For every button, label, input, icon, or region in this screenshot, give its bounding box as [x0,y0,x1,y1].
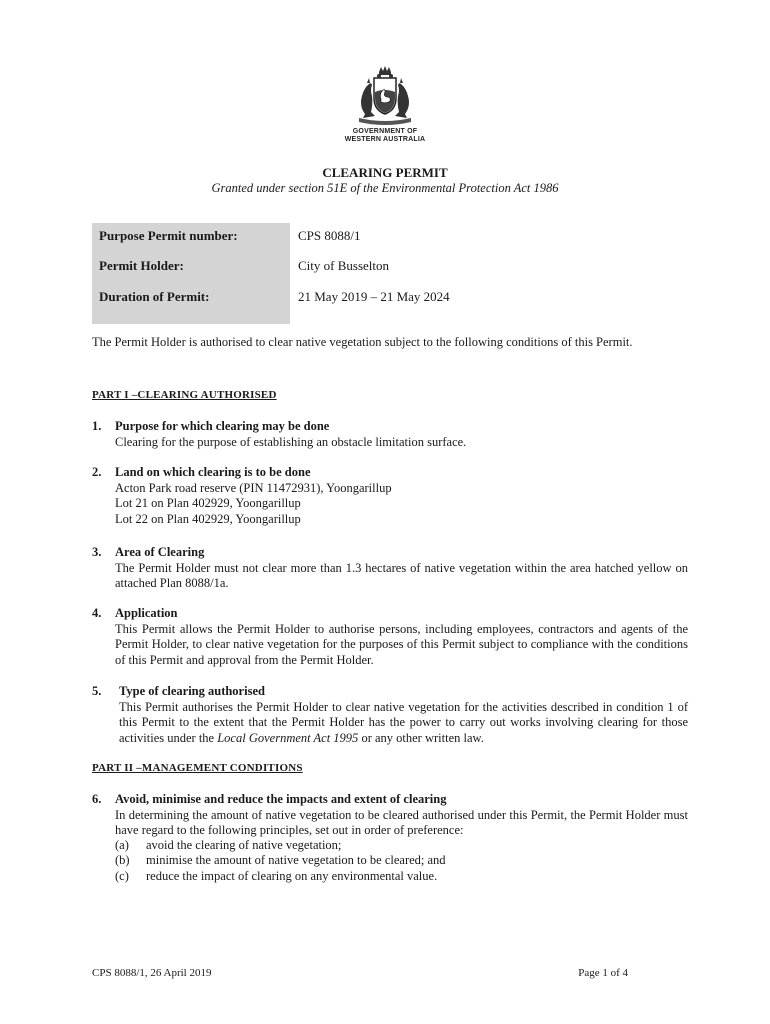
condition-text: Clearing for the purpose of establishing an obstacle limitation surface. [115,434,467,449]
condition-body [119,700,688,747]
crest-line-1: GOVERNMENT OF [352,128,418,135]
footer-reference: CPS 8088/1, 26 April 2019 [92,967,212,979]
document-title: CLEARING PERMIT [322,165,448,180]
permit-number-row [92,228,692,248]
part-2-heading: PART II –MANAGEMENT CONDITIONS [92,762,303,774]
permit-number-value: CPS 8088/1 [298,228,361,243]
permit-holder-row [92,258,692,278]
permit-duration-label: Duration of Permit: [99,289,210,304]
condition-heading: Application [115,606,178,620]
crest-line-2: WESTERN AUSTRALIA [344,136,426,143]
principle-text: reduce the impact of clearing on any environmental value. [146,869,438,883]
government-crest [330,66,440,148]
condition-text: The Permit Holder must not clear more than 1.3 hectares of native vegetation within the area hatched yellow on attached Plan 8088/1a. [115,560,688,590]
principle-text: avoid the clearing of native vegetation; [146,838,342,852]
condition-text-a: This Permit authorises the Permit Holder to clear native vegetation for the activities described in condition 1 of this Permit to the extent that the Permit Holder has the power to carry out works involving clearing for those activities under the [119,699,688,745]
condition-number: 3. [92,545,102,559]
part-1-heading: PART I –CLEARING AUTHORISED [92,389,277,401]
condition-number: 5. [92,684,102,698]
condition-heading: Type of clearing authorised [119,684,265,698]
principle-label: (a) [115,838,129,852]
condition-body [115,435,688,451]
principle-label: (b) [115,853,130,867]
document-subtitle: Granted under section 51E of the Environmental Protection Act 1986 [211,181,559,195]
condition-body [115,561,688,592]
condition-text: In determining the amount of native vegetation to be cleared authorised under this Permit, the Permit Holder must have regard to the following principles, set out in order of preference: [115,807,688,837]
permit-number-label: Purpose Permit number: [99,228,238,243]
condition-number: 6. [92,792,102,806]
page-number: Page 1 of 4 [578,967,628,979]
act-name: Local Government Act 1995 [217,730,359,745]
condition-number: 4. [92,606,102,620]
condition-text-b: or any other written law. [358,730,484,745]
condition-body [115,481,688,528]
permit-duration-row [92,289,692,309]
land-line-2: Lot 21 on Plan 402929, Yoongarillup [115,496,301,510]
permit-holder-label: Permit Holder: [99,258,184,273]
condition-number: 1. [92,419,102,433]
condition-body [115,622,688,669]
condition-heading: Avoid, minimise and reduce the impacts and extent of clearing [115,792,447,806]
principle-label: (c) [115,869,129,883]
condition-body [115,808,688,839]
condition-heading: Land on which clearing is to be done [115,465,311,479]
permit-duration-value: 21 May 2019 – 21 May 2024 [298,289,450,304]
condition-number: 2. [92,465,102,479]
condition-text: This Permit allows the Permit Holder to authorise persons, including employees, contractors and agents of the Permit Holder, to clear native vegetation for the purposes of this Permit subject to compliance with the conditions of this Permit and approval from the Permit Holder. [115,621,688,667]
land-line-3: Lot 22 on Plan 402929, Yoongarillup [115,511,301,526]
condition-heading: Purpose for which clearing may be done [115,419,330,433]
permit-holder-value: City of Busselton [298,258,390,273]
coat-of-arms-icon [345,66,425,128]
intro-paragraph: The Permit Holder is authorised to clear native vegetation subject to the following conditions of this Permit. [92,335,633,349]
principle-text: minimise the amount of native vegetation to be cleared; and [146,853,446,867]
permit-details-table [92,223,692,324]
land-line-1: Acton Park road reserve (PIN 11472931), Yoongarillup [115,480,392,495]
condition-heading: Area of Clearing [115,545,205,559]
